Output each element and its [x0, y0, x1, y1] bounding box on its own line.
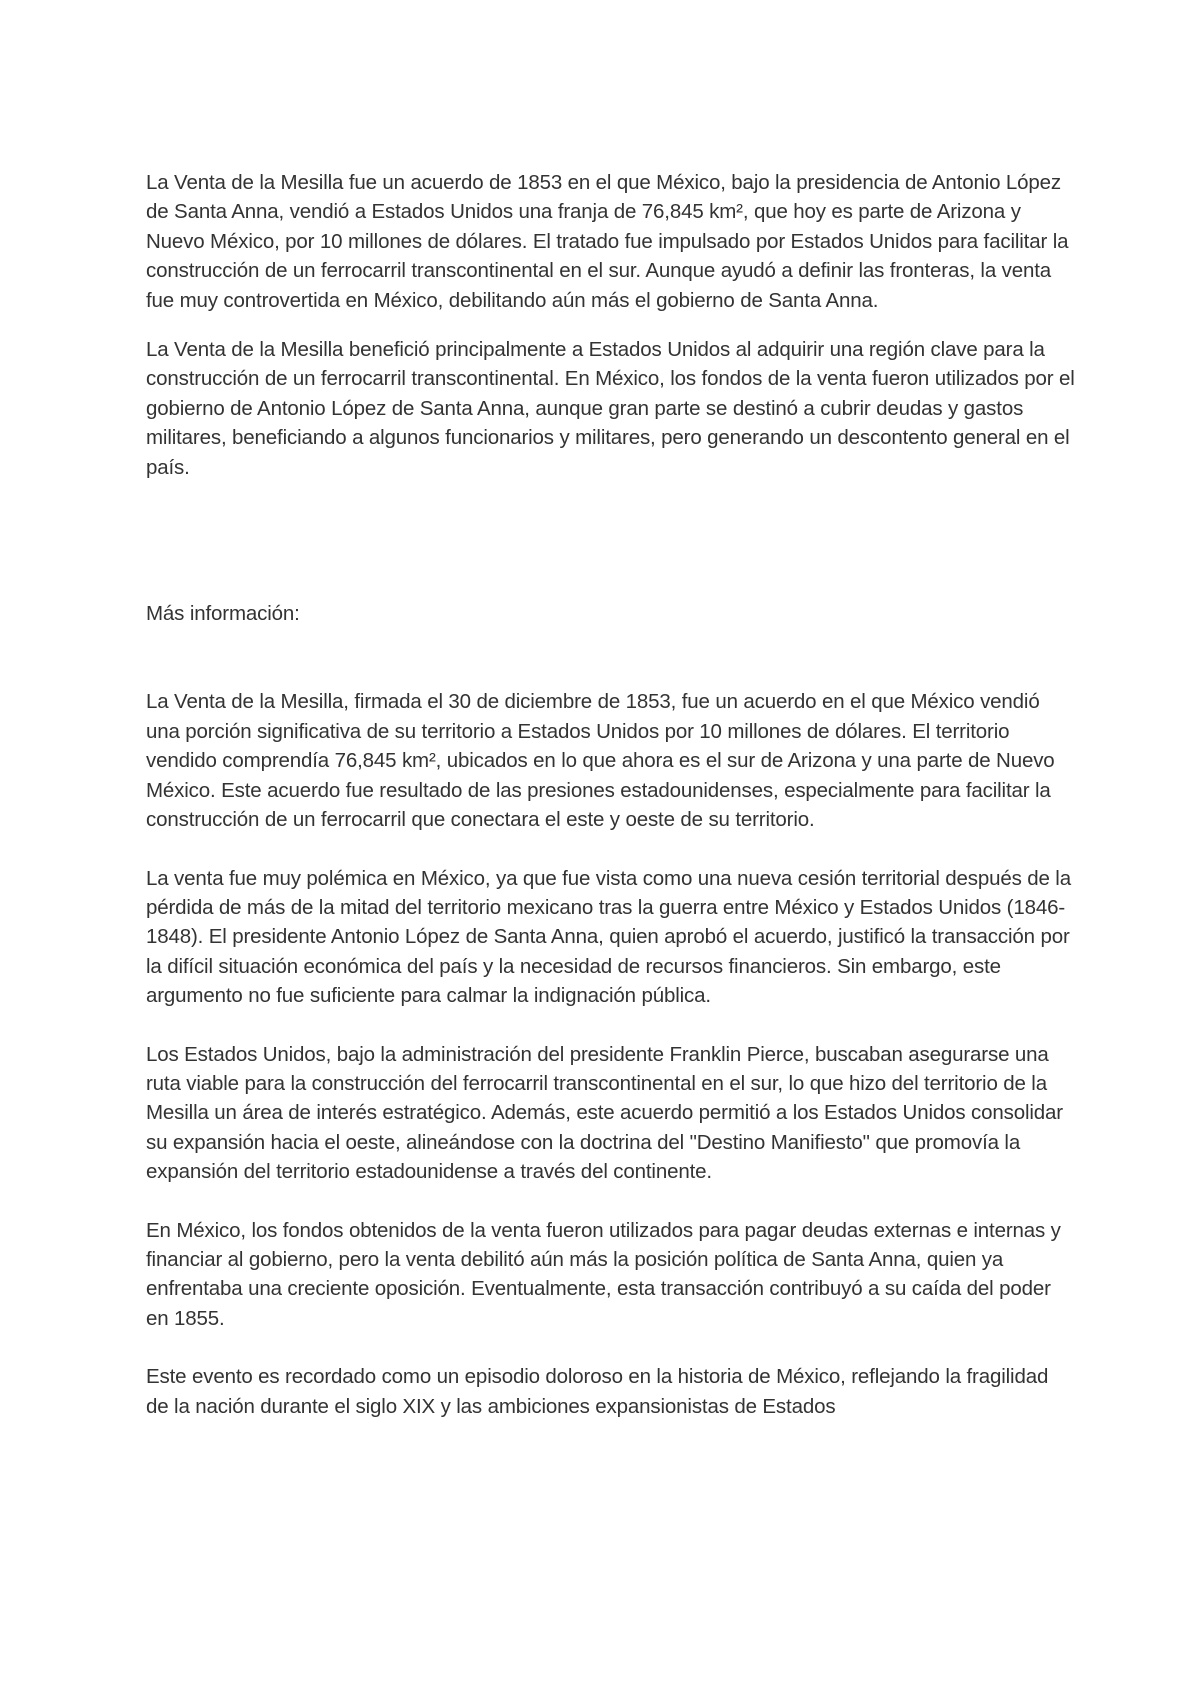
paragraph-controversy: La venta fue muy polémica en México, ya que fue vista como una nueva cesión territorial después de la pérdida de más de la mitad del territorio mexicano tras la guerra entre México y Estados Unidos (1846-1848). El presidente Antonio López de Santa Anna, quien aprobó el acuerdo, justificó la transacción por la difícil situación económica del país y la necesidad de recursos financieros. Sin embargo, este argumento no fue suficiente para calmar la indignación pública. [146, 866, 1071, 1008]
paragraph-benefits: La Venta de la Mesilla benefició principalmente a Estados Unidos al adquirir una región clave para la construcción de un ferrocarril transcontinental. En México, los fondos de la venta fueron utilizados por el gobierno de Antonio López de Santa Anna, aunque gran parte se destinó a cubrir deudas y gastos militares, beneficiando a algunos funcionarios y militares, pero generando un descontento general en el país. [146, 338, 1075, 479]
paragraph-legacy: Este evento es recordado como un episodio doloroso en la historia de México, reflejando la fragilidad de la nación durante el siglo XIX y las ambiciones expansionistas de Estados [146, 1365, 1049, 1418]
document-body [146, 168, 1076, 1421]
paragraph-intro: La Venta de la Mesilla fue un acuerdo de 1853 en el que México, bajo la presidencia de Antonio López de Santa Anna, vendió a Estados Unidos una franja de 76,845 km², que hoy es parte de Arizona y Nuevo México, por 10 millones de dólares. El tratado fue impulsado por Estados Unidos para facilitar la construcción de un ferrocarril transcontinental en el sur. Aunque ayudó a definir las fronteras, la venta fue muy controvertida en México, debilitando aún más el gobierno de Santa Anna. [146, 171, 1069, 312]
section-heading-more-info: Más información: [146, 602, 300, 626]
paragraph-us-interest: Los Estados Unidos, bajo la administración del presidente Franklin Pierce, buscaban asegurarse una ruta viable para la construcción del ferrocarril transcontinental en el sur, lo que hizo del territorio de la Mesilla un área de interés estratégico. Además, este acuerdo permitió a los Estados Unidos consolidar su expansión hacia el oeste, alineándose con la doctrina del "Destino Manifiesto" que promovía la expansión del territorio estadounidense a través del continente. [146, 1042, 1063, 1184]
paragraph-mexico-funds: En México, los fondos obtenidos de la venta fueron utilizados para pagar deudas externas e internas y financiar al gobierno, pero la venta debilitó aún más la posición política de Santa Anna, quien ya enfrentaba una creciente oposición. Eventualmente, esta transacción contribuyó a su caída del poder en 1855. [146, 1218, 1061, 1330]
paragraph-treaty-details: La Venta de la Mesilla, firmada el 30 de diciembre de 1853, fue un acuerdo en el que México vendió una porción significativa de su territorio a Estados Unidos por 10 millones de dólares. El territorio vendido comprendía 76,845 km², ubicados en lo que ahora es el sur de Arizona y una parte de Nuevo México. Este acuerdo fue resultado de las presiones estadounidenses, especialmente para facilitar la construcción de un ferrocarril que conectara el este y oeste de su territorio. [146, 690, 1055, 832]
